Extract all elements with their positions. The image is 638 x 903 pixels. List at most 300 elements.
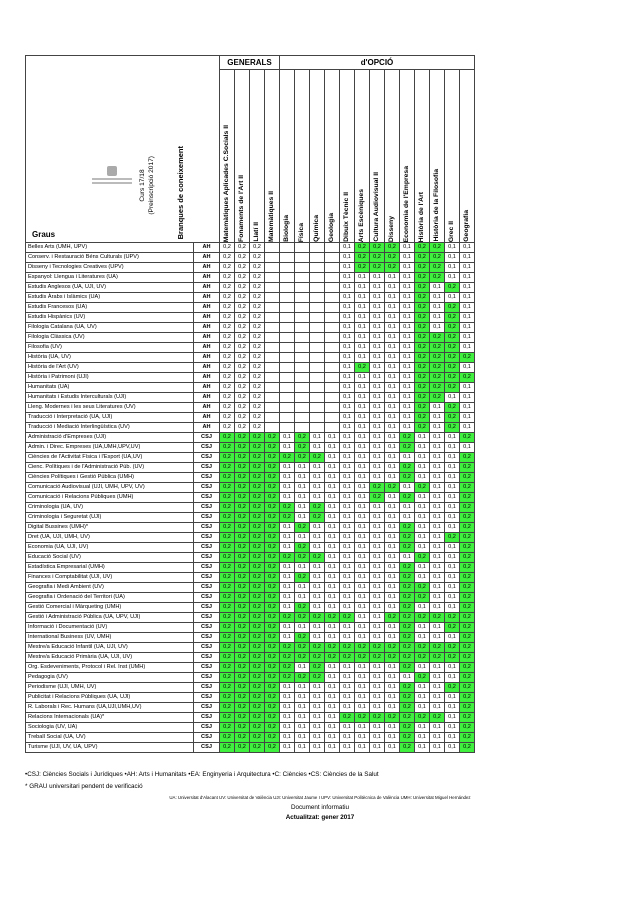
weight-cell: 0,1 — [370, 623, 385, 633]
weight-cell: 0,1 — [370, 503, 385, 513]
weight-cell — [280, 293, 295, 303]
weight-cell — [265, 303, 280, 313]
weight-cell: 0,2 — [415, 393, 430, 403]
weight-cell: 0,2 — [460, 723, 475, 733]
weight-cell: 0,2 — [460, 633, 475, 643]
weight-cell: 0,1 — [385, 303, 400, 313]
weight-cell: 0,1 — [310, 583, 325, 593]
branch-code: AH — [194, 353, 220, 363]
weight-cell: 0,1 — [460, 443, 475, 453]
degree-name: Criminologia (UA, UV) — [26, 503, 194, 513]
weight-cell: 0,1 — [415, 723, 430, 733]
weight-cell: 0,2 — [295, 603, 310, 613]
weight-cell: 0,2 — [220, 673, 235, 683]
weight-cell: 0,1 — [370, 693, 385, 703]
weight-cell: 0,1 — [340, 663, 355, 673]
weight-cell: 0,1 — [385, 373, 400, 383]
header-corner — [26, 56, 220, 243]
weight-cell: 0,2 — [355, 643, 370, 653]
weight-cell: 0,1 — [400, 253, 415, 263]
weighting-table — [25, 55, 475, 753]
weight-cell: 0,1 — [385, 403, 400, 413]
weight-cell: 0,2 — [415, 343, 430, 353]
weight-cell: 0,2 — [250, 343, 265, 353]
weight-cell: 0,2 — [250, 273, 265, 283]
table-row — [26, 613, 475, 623]
degree-name: Humanitats (UA) — [26, 383, 194, 393]
weight-cell: 0,2 — [250, 723, 265, 733]
weight-cell: 0,1 — [400, 353, 415, 363]
table-row — [26, 343, 475, 353]
weight-cell: 0,1 — [430, 573, 445, 583]
weight-cell: 0,1 — [310, 703, 325, 713]
weight-cell: 0,1 — [355, 723, 370, 733]
subject-header-label: Grec II — [448, 220, 455, 242]
weight-cell: 0,1 — [370, 733, 385, 743]
weight-cell: 0,1 — [325, 583, 340, 593]
weight-cell: 0,1 — [325, 713, 340, 723]
weight-cell: 0,1 — [370, 473, 385, 483]
degree-name: Gestió Comercial i Màrqueting (UMH) — [26, 603, 194, 613]
weight-cell: 0,2 — [250, 463, 265, 473]
weight-cell: 0,2 — [235, 313, 250, 323]
weight-cell: 0,1 — [280, 533, 295, 543]
weight-cell — [310, 323, 325, 333]
weight-cell: 0,2 — [310, 503, 325, 513]
weight-cell: 0,2 — [445, 353, 460, 363]
preinscription-year: (Preinscripció 2017) — [148, 156, 155, 215]
weight-cell: 0,1 — [430, 423, 445, 433]
weight-cell: 0,2 — [430, 333, 445, 343]
weight-cell: 0,2 — [220, 363, 235, 373]
weight-cell — [265, 353, 280, 363]
weight-cell: 0,1 — [355, 663, 370, 673]
weight-cell: 0,1 — [370, 323, 385, 333]
degree-name: Administració d'Empreses (UJI) — [26, 433, 194, 443]
weight-cell: 0,1 — [325, 523, 340, 533]
weight-cell: 0,2 — [220, 703, 235, 713]
table-row — [26, 363, 475, 373]
weight-cell: 0,1 — [355, 443, 370, 453]
weight-cell: 0,2 — [235, 423, 250, 433]
weight-cell: 0,2 — [460, 483, 475, 493]
weight-cell: 0,1 — [280, 723, 295, 733]
weight-cell: 0,1 — [370, 313, 385, 323]
degree-name: Filologia Catalana (UA, UV) — [26, 323, 194, 333]
weight-cell: 0,2 — [460, 453, 475, 463]
weight-cell: 0,2 — [325, 643, 340, 653]
subject-header-label: Química — [313, 215, 320, 242]
weight-cell: 0,2 — [265, 453, 280, 463]
table-row — [26, 523, 475, 533]
weight-cell: 0,1 — [355, 543, 370, 553]
weight-cell: 0,1 — [430, 743, 445, 753]
branch-code: CSJ — [194, 703, 220, 713]
weight-cell: 0,2 — [280, 653, 295, 663]
weight-cell: 0,2 — [400, 633, 415, 643]
weight-cell: 0,2 — [415, 293, 430, 303]
weight-cell: 0,2 — [265, 543, 280, 553]
subject-header-label: Llatí II — [253, 222, 260, 242]
weight-cell: 0,2 — [445, 313, 460, 323]
weight-cell — [325, 283, 340, 293]
weight-cell: 0,1 — [340, 673, 355, 683]
weight-cell — [310, 293, 325, 303]
weight-cell: 0,1 — [460, 393, 475, 403]
degree-name: Publicitat i Relacions Públiques (UA, UJI) — [26, 693, 194, 703]
weight-cell: 0,2 — [265, 723, 280, 733]
weight-cell: 0,2 — [370, 243, 385, 253]
table-row — [26, 643, 475, 653]
weight-cell: 0,1 — [355, 633, 370, 643]
weight-cell: 0,2 — [265, 663, 280, 673]
weight-cell: 0,1 — [325, 443, 340, 453]
weight-cell: 0,2 — [385, 613, 400, 623]
branch-code: AH — [194, 383, 220, 393]
weight-cell: 0,2 — [400, 573, 415, 583]
weight-cell: 0,1 — [370, 673, 385, 683]
weight-cell: 0,2 — [460, 503, 475, 513]
weight-cell: 0,2 — [445, 623, 460, 633]
weight-cell: 0,2 — [220, 333, 235, 343]
weight-cell: 0,2 — [415, 713, 430, 723]
weight-cell: 0,2 — [445, 613, 460, 623]
weight-cell: 0,1 — [310, 433, 325, 443]
weight-cell — [280, 343, 295, 353]
weight-cell: 0,1 — [385, 603, 400, 613]
weight-cell: 0,2 — [445, 403, 460, 413]
weight-cell — [295, 413, 310, 423]
weight-cell: 0,1 — [355, 493, 370, 503]
weight-cell: 0,2 — [235, 383, 250, 393]
weight-cell: 0,2 — [460, 643, 475, 653]
weight-cell: 0,2 — [430, 643, 445, 653]
weight-cell: 0,2 — [265, 563, 280, 573]
weight-cell — [325, 423, 340, 433]
weight-cell: 0,1 — [385, 323, 400, 333]
weight-cell: 0,2 — [235, 263, 250, 273]
weight-cell: 0,2 — [310, 453, 325, 463]
weight-cell: 0,1 — [460, 383, 475, 393]
weight-cell: 0,1 — [340, 593, 355, 603]
weight-cell: 0,1 — [295, 733, 310, 743]
weight-cell — [325, 273, 340, 283]
weight-cell: 0,1 — [430, 693, 445, 703]
weight-cell: 0,2 — [250, 433, 265, 443]
subject-header-label: Biologia — [283, 215, 290, 242]
weight-cell: 0,2 — [235, 503, 250, 513]
weight-cell: 0,2 — [250, 333, 265, 343]
weight-cell: 0,1 — [415, 503, 430, 513]
weight-cell: 0,1 — [415, 433, 430, 443]
weight-cell: 0,1 — [325, 473, 340, 483]
weight-cell: 0,1 — [310, 743, 325, 753]
weight-cell — [295, 333, 310, 343]
branch-code: CSJ — [194, 673, 220, 683]
weight-cell: 0,2 — [400, 613, 415, 623]
weight-cell: 0,1 — [370, 463, 385, 473]
weight-cell: 0,1 — [445, 743, 460, 753]
branch-code: AH — [194, 403, 220, 413]
weight-cell: 0,2 — [235, 273, 250, 283]
weight-cell: 0,1 — [295, 463, 310, 473]
weight-cell: 0,1 — [430, 313, 445, 323]
weight-cell: 0,1 — [355, 563, 370, 573]
weight-cell: 0,2 — [400, 523, 415, 533]
weight-cell: 0,1 — [325, 593, 340, 603]
weight-cell: 0,1 — [430, 443, 445, 453]
table-row — [26, 533, 475, 543]
weight-cell: 0,1 — [355, 413, 370, 423]
table-row — [26, 313, 475, 323]
weight-cell: 0,1 — [280, 433, 295, 443]
weight-cell: 0,2 — [250, 543, 265, 553]
weight-cell: 0,1 — [280, 583, 295, 593]
weight-cell: 0,2 — [265, 503, 280, 513]
weight-cell: 0,2 — [220, 583, 235, 593]
weight-cell: 0,2 — [235, 513, 250, 523]
weight-cell: 0,2 — [295, 453, 310, 463]
subject-header-label: Història de la Filosofia — [433, 169, 440, 242]
weight-cell: 0,1 — [340, 303, 355, 313]
weight-cell: 0,2 — [295, 553, 310, 563]
weight-cell: 0,2 — [220, 613, 235, 623]
table-row — [26, 703, 475, 713]
weight-cell: 0,2 — [460, 463, 475, 473]
weight-cell — [280, 323, 295, 333]
weight-cell: 0,2 — [265, 643, 280, 653]
weight-cell — [280, 303, 295, 313]
weight-cell: 0,2 — [415, 383, 430, 393]
weight-cell: 0,2 — [235, 673, 250, 683]
branch-code: CSJ — [194, 443, 220, 453]
degree-name: Lleng. Modernes i les seus Literatures (UV) — [26, 403, 194, 413]
table-row — [26, 723, 475, 733]
weight-cell: 0,2 — [340, 713, 355, 723]
weight-cell: 0,1 — [370, 663, 385, 673]
weight-cell: 0,1 — [310, 493, 325, 503]
weight-cell: 0,2 — [265, 583, 280, 593]
weight-cell: 0,2 — [355, 363, 370, 373]
subject-header — [400, 70, 415, 243]
table-row — [26, 713, 475, 723]
weight-cell: 0,2 — [265, 713, 280, 723]
weight-cell: 0,2 — [250, 503, 265, 513]
weight-cell: 0,2 — [460, 563, 475, 573]
weight-cell: 0,1 — [400, 363, 415, 373]
weight-cell: 0,2 — [340, 653, 355, 663]
weight-cell — [310, 343, 325, 353]
weight-cell: 0,1 — [460, 273, 475, 283]
weight-cell: 0,2 — [265, 473, 280, 483]
weight-cell: 0,2 — [220, 343, 235, 353]
branches-header: Branques de coneixement — [176, 145, 185, 239]
weight-cell: 0,2 — [460, 673, 475, 683]
weight-cell: 0,1 — [340, 343, 355, 353]
weight-cell — [295, 363, 310, 373]
weight-cell: 0,1 — [340, 273, 355, 283]
weight-cell: 0,2 — [370, 643, 385, 653]
branch-code: CSJ — [194, 553, 220, 563]
branch-code: CSJ — [194, 723, 220, 733]
weight-cell: 0,1 — [400, 333, 415, 343]
weight-cell — [310, 273, 325, 283]
weight-cell: 0,2 — [265, 573, 280, 583]
weight-cell: 0,2 — [235, 633, 250, 643]
degree-name: Humanitats i Estudis Interculturals (UJI) — [26, 393, 194, 403]
weight-cell: 0,2 — [250, 613, 265, 623]
weight-cell: 0,2 — [415, 313, 430, 323]
weight-cell — [265, 243, 280, 253]
weight-cell: 0,2 — [415, 273, 430, 283]
weight-cell: 0,2 — [220, 483, 235, 493]
weight-cell: 0,2 — [265, 483, 280, 493]
weight-cell: 0,2 — [445, 683, 460, 693]
weight-cell: 0,2 — [415, 483, 430, 493]
degree-name: Turisme (UJI, UV, UA, UPV) — [26, 743, 194, 753]
weight-cell: 0,2 — [265, 523, 280, 533]
weight-cell: 0,1 — [325, 673, 340, 683]
weight-cell: 0,1 — [355, 453, 370, 463]
weight-cell: 0,1 — [340, 503, 355, 513]
weight-cell — [310, 363, 325, 373]
weight-cell: 0,2 — [235, 403, 250, 413]
weight-cell: 0,1 — [460, 243, 475, 253]
weight-cell: 0,1 — [370, 533, 385, 543]
weight-cell: 0,1 — [340, 693, 355, 703]
weight-cell: 0,2 — [250, 473, 265, 483]
weight-cell: 0,1 — [340, 383, 355, 393]
weight-cell — [295, 283, 310, 293]
degree-name: Org. Esdeveniments, Protocol i Rel. Inst (UMH) — [26, 663, 194, 673]
degree-name: Filosofia (UV) — [26, 343, 194, 353]
weight-cell: 0,1 — [370, 343, 385, 353]
weight-cell: 0,1 — [280, 593, 295, 603]
weight-cell: 0,1 — [325, 743, 340, 753]
weight-cell: 0,2 — [235, 463, 250, 473]
weight-cell — [295, 293, 310, 303]
weight-cell: 0,1 — [400, 343, 415, 353]
weight-cell: 0,2 — [250, 603, 265, 613]
weight-cell: 0,2 — [415, 283, 430, 293]
weight-cell: 0,1 — [445, 513, 460, 523]
weight-cell: 0,2 — [340, 643, 355, 653]
subject-header — [220, 70, 235, 243]
weight-cell: 0,1 — [415, 563, 430, 573]
weight-cell: 0,2 — [220, 443, 235, 453]
weight-cell: 0,2 — [235, 283, 250, 293]
weight-cell: 0,2 — [235, 743, 250, 753]
institution-logo — [88, 166, 136, 188]
weight-cell: 0,1 — [325, 723, 340, 733]
weight-cell: 0,2 — [310, 663, 325, 673]
degree-name: Traducció i Mediació Interlingüística (UV) — [26, 423, 194, 433]
weight-cell: 0,1 — [340, 253, 355, 263]
weight-cell: 0,2 — [235, 253, 250, 263]
weight-cell: 0,1 — [355, 593, 370, 603]
weight-cell: 0,2 — [220, 543, 235, 553]
weight-cell: 0,1 — [370, 403, 385, 413]
weight-cell: 0,2 — [460, 623, 475, 633]
weight-cell: 0,1 — [430, 633, 445, 643]
degree-name: Història i Patrimoni (UJI) — [26, 373, 194, 383]
weight-cell: 0,2 — [400, 653, 415, 663]
degree-name: Estudis Anglesos (UA, UJI, UV) — [26, 283, 194, 293]
weight-cell — [310, 303, 325, 313]
weight-cell: 0,2 — [310, 653, 325, 663]
weight-cell: 0,1 — [295, 623, 310, 633]
subject-header — [460, 70, 475, 243]
weight-cell: 0,1 — [370, 573, 385, 583]
weight-cell: 0,1 — [385, 393, 400, 403]
weight-cell: 0,1 — [340, 523, 355, 533]
weight-cell: 0,2 — [310, 553, 325, 563]
weight-cell: 0,2 — [235, 723, 250, 733]
weight-cell: 0,2 — [250, 523, 265, 533]
weight-cell: 0,2 — [415, 643, 430, 653]
legend — [25, 769, 615, 823]
weight-cell: 0,1 — [355, 393, 370, 403]
weight-cell: 0,2 — [250, 313, 265, 323]
weight-cell: 0,2 — [220, 513, 235, 523]
weight-cell: 0,1 — [385, 533, 400, 543]
weight-cell — [265, 423, 280, 433]
weight-cell: 0,1 — [340, 433, 355, 443]
weight-cell: 0,2 — [235, 493, 250, 503]
weight-cell: 0,2 — [265, 613, 280, 623]
weight-cell: 0,2 — [220, 713, 235, 723]
weight-cell — [310, 403, 325, 413]
table-row — [26, 683, 475, 693]
weight-cell: 0,1 — [340, 453, 355, 463]
weight-cell: 0,1 — [460, 293, 475, 303]
branch-code: AH — [194, 303, 220, 313]
weight-cell: 0,1 — [355, 613, 370, 623]
weight-cell: 0,1 — [325, 683, 340, 693]
weight-cell: 0,2 — [265, 593, 280, 603]
table-row — [26, 383, 475, 393]
weight-cell: 0,2 — [310, 643, 325, 653]
weight-cell: 0,1 — [295, 473, 310, 483]
subject-header — [235, 70, 250, 243]
weight-cell: 0,2 — [415, 673, 430, 683]
weight-cell: 0,2 — [265, 443, 280, 453]
weight-cell: 0,2 — [295, 523, 310, 533]
weight-cell: 0,1 — [340, 283, 355, 293]
degree-name: Geografia i Medi Ambient (UV) — [26, 583, 194, 593]
weight-cell: 0,2 — [250, 673, 265, 683]
weight-cell: 0,2 — [430, 383, 445, 393]
weight-cell: 0,2 — [445, 413, 460, 423]
weight-cell: 0,1 — [370, 603, 385, 613]
weight-cell: 0,2 — [250, 653, 265, 663]
weight-cell: 0,1 — [355, 513, 370, 523]
weight-cell: 0,1 — [370, 353, 385, 363]
branch-code: CSJ — [194, 493, 220, 503]
weight-cell — [280, 403, 295, 413]
weight-cell: 0,1 — [445, 693, 460, 703]
weight-cell: 0,2 — [235, 363, 250, 373]
weight-cell: 0,1 — [430, 703, 445, 713]
weight-cell: 0,2 — [220, 253, 235, 263]
weight-cell: 0,2 — [295, 573, 310, 583]
weight-cell: 0,1 — [310, 533, 325, 543]
weight-cell: 0,1 — [355, 293, 370, 303]
weight-cell: 0,1 — [355, 403, 370, 413]
weight-cell: 0,1 — [430, 283, 445, 293]
weight-cell: 0,2 — [445, 383, 460, 393]
weight-cell: 0,1 — [340, 533, 355, 543]
